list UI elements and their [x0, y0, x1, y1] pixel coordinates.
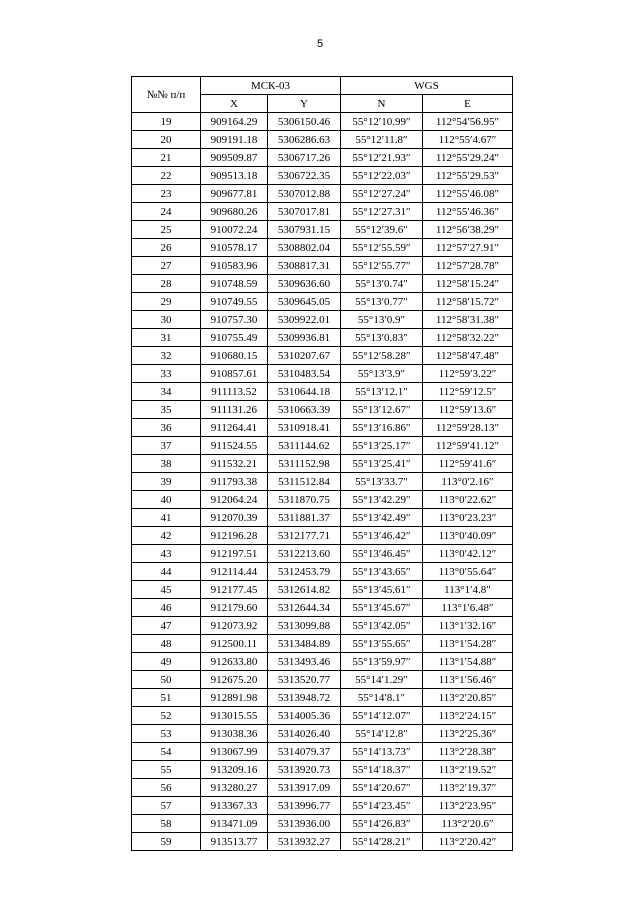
- n-cell: 55°13′55.65″: [341, 635, 423, 653]
- n-cell: 55°12′27.24″: [341, 185, 423, 203]
- x-cell: 909677.81: [201, 185, 268, 203]
- point-number-cell: 24: [132, 203, 201, 221]
- table-row: [132, 833, 513, 851]
- table-row: [132, 653, 513, 671]
- table-row: [132, 527, 513, 545]
- table-row: [132, 149, 513, 167]
- table-row: [132, 797, 513, 815]
- point-number-cell: 27: [132, 257, 201, 275]
- y-cell: 5313493.46: [268, 653, 341, 671]
- e-cell: 112°55′29.53″: [423, 167, 513, 185]
- point-number-cell: 19: [132, 113, 201, 131]
- table-row: [132, 707, 513, 725]
- y-cell: 5311152.98: [268, 455, 341, 473]
- y-cell: 5309636.60: [268, 275, 341, 293]
- x-cell: 912073.92: [201, 617, 268, 635]
- e-cell: 112°58′31.38″: [423, 311, 513, 329]
- n-cell: 55°14′18.37″: [341, 761, 423, 779]
- n-cell: 55°13′46.45″: [341, 545, 423, 563]
- e-cell: 112°57′28.78″: [423, 257, 513, 275]
- n-cell: 55°13′45.67″: [341, 599, 423, 617]
- e-cell: 113°2′20.6″: [423, 815, 513, 833]
- y-cell: 5313099.88: [268, 617, 341, 635]
- x-cell: 913015.55: [201, 707, 268, 725]
- point-number-cell: 52: [132, 707, 201, 725]
- n-cell: 55°13′42.29″: [341, 491, 423, 509]
- point-number-cell: 21: [132, 149, 201, 167]
- point-number-cell: 58: [132, 815, 201, 833]
- table-row: [132, 383, 513, 401]
- point-number-cell: 26: [132, 239, 201, 257]
- e-cell: 113°0′55.64″: [423, 563, 513, 581]
- n-cell: 55°13′12.67″: [341, 401, 423, 419]
- e-cell: 113°1′4.8″: [423, 581, 513, 599]
- point-number-cell: 54: [132, 743, 201, 761]
- n-cell: 55°14′12.8″: [341, 725, 423, 743]
- y-cell: 5313484.89: [268, 635, 341, 653]
- x-column-header: X: [201, 95, 268, 113]
- x-cell: 912633.80: [201, 653, 268, 671]
- x-cell: 910749.55: [201, 293, 268, 311]
- n-cell: 55°13′46.42″: [341, 527, 423, 545]
- point-number-cell: 20: [132, 131, 201, 149]
- table-row: [132, 167, 513, 185]
- y-cell: 5312177.71: [268, 527, 341, 545]
- point-number-cell: 34: [132, 383, 201, 401]
- table-row: [132, 455, 513, 473]
- n-cell: 55°13′42.05″: [341, 617, 423, 635]
- y-cell: 5310483.54: [268, 365, 341, 383]
- point-number-cell: 51: [132, 689, 201, 707]
- y-cell: 5314079.37: [268, 743, 341, 761]
- table-row: [132, 725, 513, 743]
- table-header: [132, 77, 513, 113]
- y-cell: 5308817.31: [268, 257, 341, 275]
- y-cell: 5313932.27: [268, 833, 341, 851]
- table-row: [132, 581, 513, 599]
- y-cell: 5306722.35: [268, 167, 341, 185]
- x-cell: 912070.39: [201, 509, 268, 527]
- e-cell: 113°0′2.16″: [423, 473, 513, 491]
- point-number-cell: 48: [132, 635, 201, 653]
- n-cell: 55°12′10.99″: [341, 113, 423, 131]
- x-cell: 912891.98: [201, 689, 268, 707]
- n-cell: 55°13′12.1″: [341, 383, 423, 401]
- n-cell: 55°12′22.03″: [341, 167, 423, 185]
- e-cell: 113°1′32.16″: [423, 617, 513, 635]
- point-number-cell: 28: [132, 275, 201, 293]
- e-cell: 112°57′27.91″: [423, 239, 513, 257]
- table-row: [132, 779, 513, 797]
- table-row: [132, 491, 513, 509]
- x-cell: 909513.18: [201, 167, 268, 185]
- point-number-cell: 43: [132, 545, 201, 563]
- y-cell: 5313996.77: [268, 797, 341, 815]
- point-number-cell: 29: [132, 293, 201, 311]
- e-cell: 112°58′15.24″: [423, 275, 513, 293]
- y-cell: 5313920.73: [268, 761, 341, 779]
- e-cell: 112°56′38.29″: [423, 221, 513, 239]
- x-cell: 910857.61: [201, 365, 268, 383]
- n-cell: 55°13′42.49″: [341, 509, 423, 527]
- e-cell: 113°0′40.09″: [423, 527, 513, 545]
- n-cell: 55°13′25.41″: [341, 455, 423, 473]
- table-row: [132, 131, 513, 149]
- e-cell: 113°1′6.48″: [423, 599, 513, 617]
- y-cell: 5314026.40: [268, 725, 341, 743]
- e-cell: 112°59′41.6″: [423, 455, 513, 473]
- y-cell: 5310663.39: [268, 401, 341, 419]
- e-cell: 113°2′24.15″: [423, 707, 513, 725]
- y-cell: 5313917.09: [268, 779, 341, 797]
- point-number-cell: 22: [132, 167, 201, 185]
- n-cell: 55°12′21.93″: [341, 149, 423, 167]
- e-cell: 113°2′19.52″: [423, 761, 513, 779]
- y-cell: 5307931.15: [268, 221, 341, 239]
- e-cell: 112°58′47.48″: [423, 347, 513, 365]
- e-cell: 113°2′28.38″: [423, 743, 513, 761]
- y-cell: 5310207.67: [268, 347, 341, 365]
- y-cell: 5311870.75: [268, 491, 341, 509]
- point-number-cell: 35: [132, 401, 201, 419]
- table-row: [132, 185, 513, 203]
- table-row: [132, 509, 513, 527]
- n-cell: 55°13′45.61″: [341, 581, 423, 599]
- table-row: [132, 239, 513, 257]
- wgs-group-header: WGS: [341, 77, 513, 95]
- table-row: [132, 761, 513, 779]
- x-cell: 912675.20: [201, 671, 268, 689]
- x-cell: 912179.60: [201, 599, 268, 617]
- x-cell: 913038.36: [201, 725, 268, 743]
- table-row: [132, 419, 513, 437]
- n-cell: 55°12′27.31″: [341, 203, 423, 221]
- e-cell: 113°2′20.42″: [423, 833, 513, 851]
- point-number-cell: 46: [132, 599, 201, 617]
- table-row: [132, 635, 513, 653]
- n-cell: 55°12′55.77″: [341, 257, 423, 275]
- x-cell: 910755.49: [201, 329, 268, 347]
- x-cell: 911113.52: [201, 383, 268, 401]
- n-cell: 55°14′26.83″: [341, 815, 423, 833]
- x-cell: 912114.44: [201, 563, 268, 581]
- point-number-cell: 23: [132, 185, 201, 203]
- y-cell: 5313948.72: [268, 689, 341, 707]
- e-cell: 112°59′3.22″: [423, 365, 513, 383]
- y-cell: 5309645.05: [268, 293, 341, 311]
- table-row: [132, 743, 513, 761]
- point-number-cell: 42: [132, 527, 201, 545]
- e-cell: 113°0′22.62″: [423, 491, 513, 509]
- e-cell: 113°2′25.36″: [423, 725, 513, 743]
- n-cell: 55°13′59.97″: [341, 653, 423, 671]
- y-cell: 5310918.41: [268, 419, 341, 437]
- point-number-cell: 36: [132, 419, 201, 437]
- x-cell: 913513.77: [201, 833, 268, 851]
- point-number-cell: 37: [132, 437, 201, 455]
- table-row: [132, 293, 513, 311]
- point-number-cell: 53: [132, 725, 201, 743]
- n-cell: 55°14′20.67″: [341, 779, 423, 797]
- point-number-cell: 32: [132, 347, 201, 365]
- page-number: 5: [316, 38, 324, 50]
- y-column-header: Y: [268, 95, 341, 113]
- e-cell: 112°55′29.24″: [423, 149, 513, 167]
- x-cell: 913209.16: [201, 761, 268, 779]
- point-number-cell: 40: [132, 491, 201, 509]
- n-cell: 55°12′58.28″: [341, 347, 423, 365]
- e-cell: 113°1′54.88″: [423, 653, 513, 671]
- n-column-header: N: [341, 95, 423, 113]
- x-cell: 910583.96: [201, 257, 268, 275]
- table-row: [132, 815, 513, 833]
- n-cell: 55°14′12.07″: [341, 707, 423, 725]
- point-number-cell: 49: [132, 653, 201, 671]
- y-cell: 5313936.00: [268, 815, 341, 833]
- x-cell: 912197.51: [201, 545, 268, 563]
- y-cell: 5312614.82: [268, 581, 341, 599]
- n-cell: 55°14′28.21″: [341, 833, 423, 851]
- table-row: [132, 347, 513, 365]
- table-row: [132, 203, 513, 221]
- e-cell: 112°55′4.67″: [423, 131, 513, 149]
- y-cell: 5311512.84: [268, 473, 341, 491]
- n-cell: 55°13′0.77″: [341, 293, 423, 311]
- y-cell: 5309936.81: [268, 329, 341, 347]
- e-column-header: E: [423, 95, 513, 113]
- x-cell: 913067.99: [201, 743, 268, 761]
- n-cell: 55°12′11.8″: [341, 131, 423, 149]
- e-cell: 113°1′54.28″: [423, 635, 513, 653]
- x-cell: 910757.30: [201, 311, 268, 329]
- point-number-cell: 38: [132, 455, 201, 473]
- table-body: [132, 113, 513, 851]
- point-number-cell: 39: [132, 473, 201, 491]
- x-cell: 911524.55: [201, 437, 268, 455]
- e-cell: 113°1′56.46″: [423, 671, 513, 689]
- point-number-cell: 59: [132, 833, 201, 851]
- y-cell: 5312453.79: [268, 563, 341, 581]
- e-cell: 112°55′46.08″: [423, 185, 513, 203]
- e-cell: 113°2′23.95″: [423, 797, 513, 815]
- table-row: [132, 689, 513, 707]
- x-cell: 909191.18: [201, 131, 268, 149]
- y-cell: 5314005.36: [268, 707, 341, 725]
- y-cell: 5308802.04: [268, 239, 341, 257]
- table-row: [132, 257, 513, 275]
- y-cell: 5307012.88: [268, 185, 341, 203]
- table-row: [132, 311, 513, 329]
- point-number-cell: 47: [132, 617, 201, 635]
- x-cell: 909680.26: [201, 203, 268, 221]
- point-number-header: №№ п/п: [132, 77, 201, 113]
- x-cell: 910680.15: [201, 347, 268, 365]
- table-row: [132, 599, 513, 617]
- x-cell: 912177.45: [201, 581, 268, 599]
- n-cell: 55°12′39.6″: [341, 221, 423, 239]
- x-cell: 913367.33: [201, 797, 268, 815]
- table-row: [132, 365, 513, 383]
- point-number-cell: 31: [132, 329, 201, 347]
- table-row: [132, 221, 513, 239]
- e-cell: 112°58′15.72″: [423, 293, 513, 311]
- point-number-cell: 55: [132, 761, 201, 779]
- x-cell: 911793.38: [201, 473, 268, 491]
- point-number-cell: 33: [132, 365, 201, 383]
- n-cell: 55°14′8.1″: [341, 689, 423, 707]
- point-number-cell: 41: [132, 509, 201, 527]
- x-cell: 909164.29: [201, 113, 268, 131]
- x-cell: 910748.59: [201, 275, 268, 293]
- table-row: [132, 401, 513, 419]
- point-number-cell: 30: [132, 311, 201, 329]
- coordinates-table: [131, 76, 513, 851]
- x-cell: 909509.87: [201, 149, 268, 167]
- e-cell: 112°59′13.6″: [423, 401, 513, 419]
- table-row: [132, 617, 513, 635]
- y-cell: 5306286.63: [268, 131, 341, 149]
- y-cell: 5306150.46: [268, 113, 341, 131]
- e-cell: 113°0′42.12″: [423, 545, 513, 563]
- y-cell: 5313520.77: [268, 671, 341, 689]
- e-cell: 112°59′28.13″: [423, 419, 513, 437]
- n-cell: 55°13′0.83″: [341, 329, 423, 347]
- table-row: [132, 437, 513, 455]
- point-number-cell: 50: [132, 671, 201, 689]
- x-cell: 910072.24: [201, 221, 268, 239]
- table-row: [132, 113, 513, 131]
- n-cell: 55°13′43.65″: [341, 563, 423, 581]
- n-cell: 55°13′0.9″: [341, 311, 423, 329]
- table-row: [132, 563, 513, 581]
- x-cell: 911264.41: [201, 419, 268, 437]
- n-cell: 55°13′0.74″: [341, 275, 423, 293]
- n-cell: 55°13′33.7″: [341, 473, 423, 491]
- point-number-cell: 57: [132, 797, 201, 815]
- table-row: [132, 545, 513, 563]
- x-cell: 912196.28: [201, 527, 268, 545]
- y-cell: 5312213.60: [268, 545, 341, 563]
- n-cell: 55°13′3.9″: [341, 365, 423, 383]
- y-cell: 5311144.62: [268, 437, 341, 455]
- point-number-cell: 56: [132, 779, 201, 797]
- y-cell: 5306717.26: [268, 149, 341, 167]
- y-cell: 5307017.81: [268, 203, 341, 221]
- table-row: [132, 275, 513, 293]
- e-cell: 113°0′23.23″: [423, 509, 513, 527]
- x-cell: 912500.11: [201, 635, 268, 653]
- n-cell: 55°13′16.86″: [341, 419, 423, 437]
- x-cell: 910578.17: [201, 239, 268, 257]
- e-cell: 113°2′19.37″: [423, 779, 513, 797]
- msk03-group-header: МСК-03: [201, 77, 341, 95]
- point-number-cell: 25: [132, 221, 201, 239]
- n-cell: 55°14′13.73″: [341, 743, 423, 761]
- n-cell: 55°13′25.17″: [341, 437, 423, 455]
- x-cell: 913280.27: [201, 779, 268, 797]
- n-cell: 55°12′55.59″: [341, 239, 423, 257]
- table-row: [132, 473, 513, 491]
- point-number-cell: 45: [132, 581, 201, 599]
- e-cell: 112°59′41.12″: [423, 437, 513, 455]
- x-cell: 912064.24: [201, 491, 268, 509]
- e-cell: 112°59′12.5″: [423, 383, 513, 401]
- e-cell: 112°55′46.36″: [423, 203, 513, 221]
- x-cell: 911131.26: [201, 401, 268, 419]
- e-cell: 112°58′32.22″: [423, 329, 513, 347]
- table-row: [132, 671, 513, 689]
- e-cell: 113°2′20.85″: [423, 689, 513, 707]
- table-row: [132, 329, 513, 347]
- n-cell: 55°14′1.29″: [341, 671, 423, 689]
- point-number-cell: 44: [132, 563, 201, 581]
- y-cell: 5310644.18: [268, 383, 341, 401]
- x-cell: 913471.09: [201, 815, 268, 833]
- y-cell: 5311881.37: [268, 509, 341, 527]
- x-cell: 911532.21: [201, 455, 268, 473]
- e-cell: 112°54′56.95″: [423, 113, 513, 131]
- n-cell: 55°14′23.45″: [341, 797, 423, 815]
- y-cell: 5309922.01: [268, 311, 341, 329]
- y-cell: 5312644.34: [268, 599, 341, 617]
